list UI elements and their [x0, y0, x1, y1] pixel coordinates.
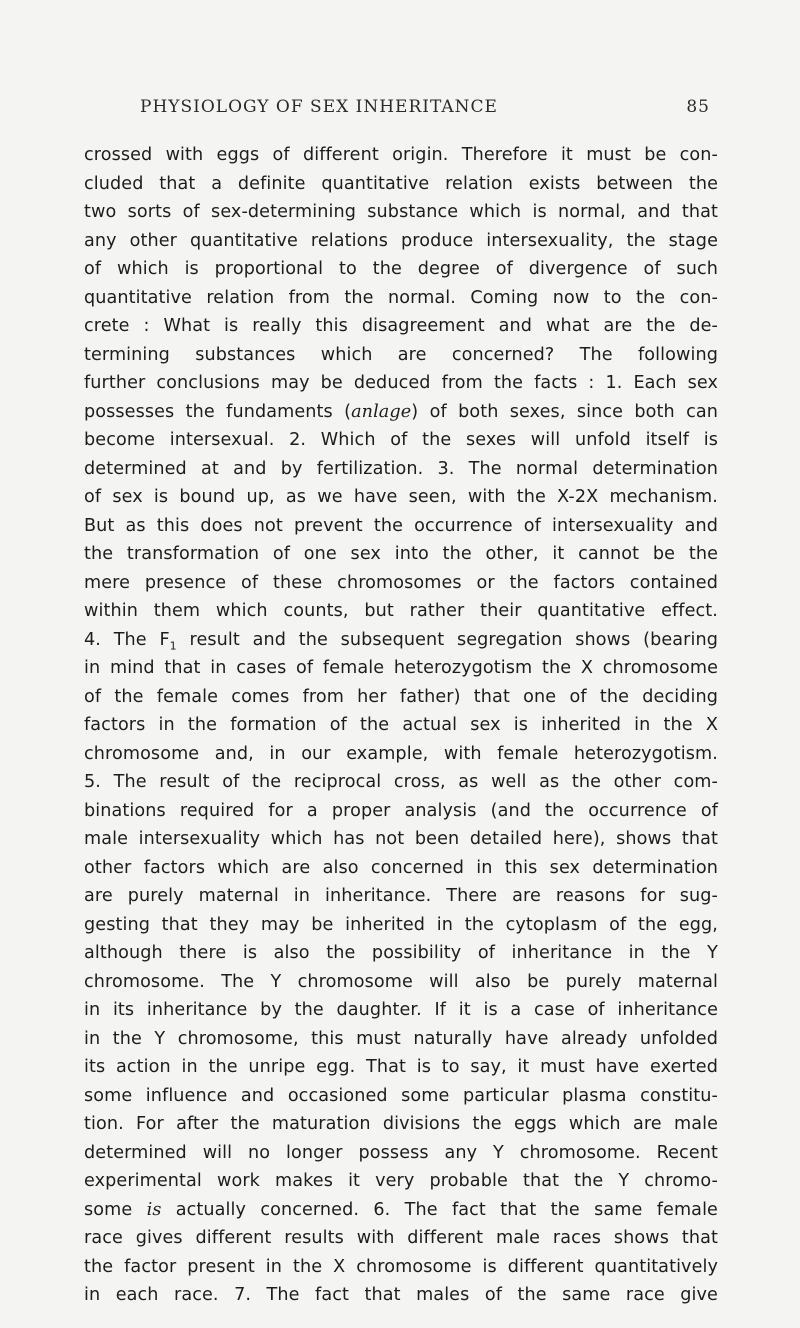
text-line: are purely maternal in inheritance. There are reasons for sug- [84, 886, 718, 906]
text-line: cluded that a definite quantitative relation exists between the [84, 173, 718, 194]
text-line: chromosome and, in our example, with female heterozygotism. [84, 743, 718, 764]
text-line: crete : What is really this disagreement and what are the de- [84, 316, 718, 336]
text-line: in its inheritance by the daughter. If it is a case of inheritance [84, 1000, 718, 1020]
text-line: 5. The result of the reciprocal cross, as well as the other com- [84, 772, 718, 792]
body-paragraph [84, 141, 718, 1310]
text-line: factors in the formation of the actual sex is inherited in the X [84, 715, 718, 735]
text-line: the transformation of one sex into the other, it cannot be the [84, 544, 718, 564]
text-run: possesses the fundaments ( [84, 401, 352, 422]
text-line: within them which counts, but rather their quantitative effect. [84, 601, 718, 621]
text-line: its action in the unripe egg. That is to say, it must have exerted [84, 1057, 718, 1077]
text-line: in the Y chromosome, this must naturally have already unfolded [84, 1028, 718, 1049]
text-line: in each race. 7. The fact that males of the same race give [84, 1285, 718, 1305]
text-line: some influence and occasioned some particular plasma constitu- [84, 1085, 718, 1106]
subscript-1: 1 [169, 639, 177, 653]
text-line: chromosome. The Y chromosome will also be purely maternal [84, 971, 718, 992]
text-line: mere presence of these chromosomes or the factors contained [84, 572, 718, 593]
text-line: binations required for a proper analysis (and the occurrence of [84, 800, 718, 821]
running-header [120, 97, 710, 125]
running-title: PHYSIOLOGY OF SEX INHERITANCE [140, 97, 498, 117]
text-line: quantitative relation from the normal. Coming now to the con- [84, 287, 718, 308]
text-line-anlage [84, 398, 718, 427]
text-line: other factors which are also concerned in this sex determination [84, 857, 718, 878]
text-line: become intersexual. 2. Which of the sexes will unfold itself is [84, 430, 718, 450]
text-run: 4. The F [84, 629, 170, 650]
text-line: male intersexuality which has not been detailed here), shows that [84, 829, 718, 849]
text-line: But as this does not prevent the occurrence of intersexuality and [84, 515, 718, 536]
text-line: crossed with eggs of different origin. Therefore it must be con- [84, 145, 718, 165]
text-run: ) of both sexes, since both can [411, 401, 718, 422]
text-line: in mind that in cases of female heterozygotism the X chromosome [84, 658, 718, 678]
text-line-f1 [84, 626, 718, 655]
text-line: of sex is bound up, as we have seen, with the X-2X mechanism. [84, 487, 718, 507]
text-line-is [84, 1196, 718, 1225]
text-run: some [84, 1199, 147, 1220]
text-line: race gives different results with different male races shows that [84, 1228, 718, 1248]
text-line: gesting that they may be inherited in the cytoplasm of the egg, [84, 914, 718, 935]
text-line: although there is also the possibility of inheritance in the Y [84, 943, 718, 963]
text-line: the factor present in the X chromosome is different quantitatively [84, 1256, 718, 1277]
text-line: tion. For after the maturation divisions the eggs which are male [84, 1114, 718, 1134]
text-line: further conclusions may be deduced from the facts : 1. Each sex [84, 373, 718, 393]
text-line: two sorts of sex-determining substance which is normal, and that [84, 202, 718, 222]
text-line: any other quantitative relations produce intersexuality, the stage [84, 230, 718, 251]
text-line: determined at and by fertilization. 3. The normal determination [84, 458, 718, 479]
page-number: 85 [686, 97, 710, 117]
text-line: of the female comes from her father) that one of the deciding [84, 686, 718, 707]
text-line: of which is proportional to the degree of divergence of such [84, 259, 718, 279]
text-line: determined will no longer possess any Y chromosome. Recent [84, 1142, 718, 1163]
italic-term-anlage: anlage [351, 401, 412, 422]
text-line: experimental work makes it very probable that the Y chromo- [84, 1171, 718, 1191]
text-line: termining substances which are concerned? The following [84, 344, 718, 365]
italic-term-is: is [146, 1199, 162, 1220]
text-run: result and the subsequent segregation shows (bearing [176, 629, 718, 650]
text-run: actually concerned. 6. The fact that the same female [161, 1199, 718, 1220]
